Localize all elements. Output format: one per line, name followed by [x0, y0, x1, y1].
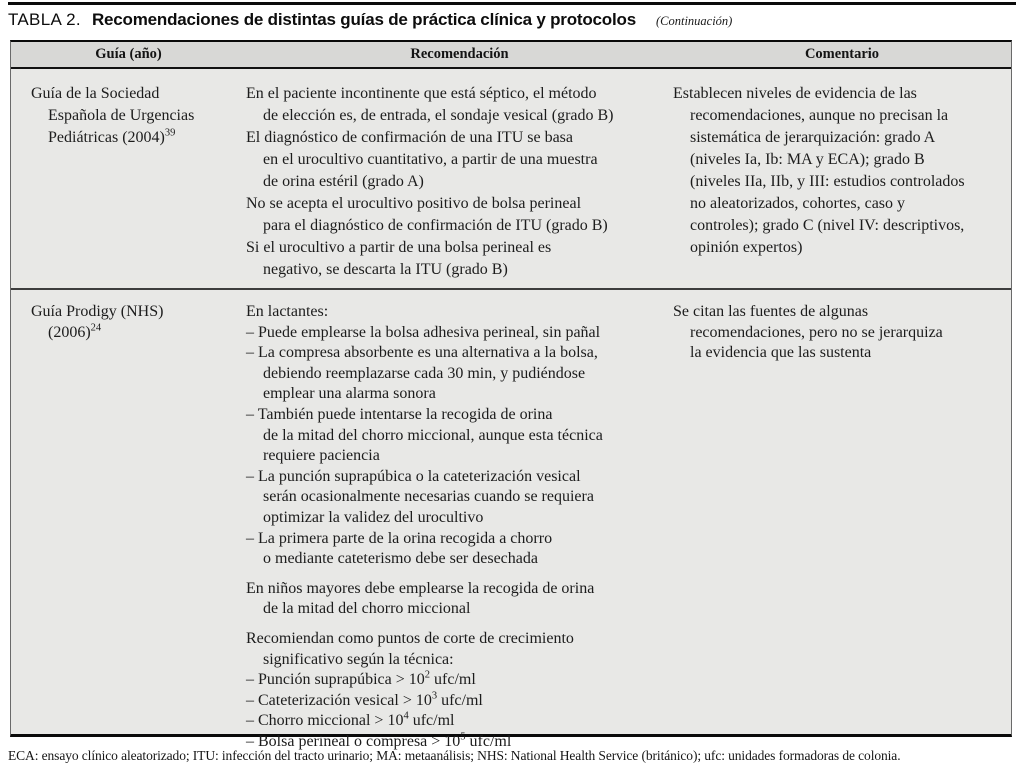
- table-cell-recommendation: [246, 83, 673, 288]
- superscript-reference: 4: [403, 710, 409, 722]
- text-line: significativo según la técnica:: [263, 650, 454, 668]
- text-line: no aleatorizados, cohortes, caso y: [690, 195, 906, 212]
- text-line: debiendo reemplazarse cada 30 min, y pudiéndose: [263, 364, 586, 382]
- table-cell-guide: [11, 83, 246, 288]
- text-line: – También puede intentarse la recogida de orina: [246, 405, 553, 423]
- table-cell-comment: [673, 302, 1011, 752]
- table-header-row: [11, 42, 1011, 69]
- text-line: negativo, se descarta la ITU (grado B): [263, 261, 508, 278]
- superscript-reference: 39: [164, 127, 176, 139]
- text-line: – Cateterización vesical > $10^3$ ufc/ml: [246, 690, 483, 709]
- text-line: opinión expertos): [690, 239, 803, 256]
- paragraph: [246, 629, 665, 753]
- table-cell-comment: [673, 83, 1011, 288]
- table-cell-recommendation: [246, 302, 673, 752]
- superscript-reference: 24: [90, 322, 102, 334]
- column-header-guia-ano: Guía (año): [95, 46, 162, 62]
- continuation-note: (Continuación): [655, 14, 733, 28]
- abbreviations-footnote: ECA: ensayo clínico aleatorizado; ITU: infección del tracto urinario; MA: metaanálisis; NHS: National Health Service (británico); ufc: unidades formadoras de colonia.: [8, 748, 901, 763]
- text-line: o mediante cateterismo debe ser desechada: [263, 550, 538, 568]
- table-cell-guide: [11, 302, 246, 752]
- text-line: En el paciente incontinente que está séptico, el método: [246, 85, 597, 102]
- superscript-reference: 5: [460, 731, 466, 743]
- text-line: – Puede emplearse la bolsa adhesiva perineal, sin pañal: [246, 323, 601, 341]
- text-line: controles); grado C (nivel IV: descriptivos,: [690, 217, 965, 234]
- paragraph: [673, 83, 1003, 259]
- paragraph: [31, 83, 240, 149]
- text-line: $(2006)^{24}$: [48, 322, 102, 341]
- text-line: Guía de la Sociedad: [31, 85, 160, 102]
- text-line: en el urocultivo cuantitativo, a partir de una muestra: [263, 151, 598, 168]
- text-line: No se acepta el urocultivo positivo de bolsa perineal: [246, 195, 582, 212]
- text-line: de la mitad del chorro miccional: [263, 600, 471, 618]
- table-row: [11, 69, 1011, 288]
- superscript-reference: 3: [431, 690, 438, 702]
- text-line: recomendaciones, aunque no precisan la: [690, 107, 949, 124]
- text-line: (niveles Ia, Ib: MA y ECA); grado B: [690, 151, 925, 168]
- table-title: [8, 10, 732, 30]
- text-line: (niveles IIa, IIb, y III: estudios controlados: [690, 173, 965, 190]
- text-line: – La primera parte de la orina recogida a chorro: [246, 529, 553, 547]
- text-line: serán ocasionalmente necesarias cuando se requiera: [263, 488, 594, 506]
- column-header-recomendacion: Recomendación: [410, 46, 509, 62]
- text-line: para el diagnóstico de confirmación de ITU (grado B): [263, 217, 608, 234]
- table-body: [11, 69, 1011, 752]
- table-title-text: Recomendaciones de distintas guías de práctica clínica y protocolos: [91, 10, 636, 29]
- text-line: la evidencia que las sustenta: [690, 344, 872, 362]
- top-divider-rule: [8, 2, 1016, 5]
- text-line: – Punción suprapúbica > $10^2$ ufc/ml: [246, 669, 476, 689]
- text-line: de la mitad del chorro miccional, aunque esta técnica: [263, 426, 603, 444]
- text-line: de elección es, de entrada, el sondaje vesical (grado B): [263, 107, 614, 124]
- text-line: Se citan las fuentes de algunas: [673, 303, 869, 320]
- text-line: – Bolsa perineal o compresa > $10^5$ ufc/ml: [246, 731, 512, 750]
- paragraph: [31, 302, 240, 343]
- column-header-comentario: Comentario: [804, 46, 880, 62]
- superscript-reference: 2: [424, 669, 431, 681]
- text-line: – La compresa absorbente es una alternativa a la bolsa,: [246, 344, 598, 362]
- text-line: Establecen niveles de evidencia de las: [673, 85, 917, 102]
- text-line: Si el urocultivo a partir de una bolsa perineal es: [246, 239, 552, 256]
- text-line: optimizar la validez del urocultivo: [263, 508, 484, 526]
- text-line: Pediátricas $(2004)^{39}$: [48, 127, 176, 146]
- text-line: emplear una alarma sonora: [263, 385, 436, 403]
- text-line: requiere paciencia: [263, 447, 380, 465]
- guidelines-table: [10, 40, 1012, 750]
- paragraph: [246, 83, 665, 281]
- text-line: En niños mayores debe emplearse la recogida de orina: [246, 579, 595, 597]
- text-line: de orina estéril (grado A): [263, 173, 424, 190]
- paragraph: [246, 302, 665, 570]
- table-row: [11, 288, 1011, 752]
- text-line: Española de Urgencias: [48, 107, 195, 124]
- text-line: – Chorro miccional > $10^4$ ufc/ml: [246, 710, 455, 730]
- table-number-label: TABLA 2.: [8, 10, 81, 29]
- text-line: sistemática de jerarquización: grado A: [690, 129, 936, 146]
- text-line: – La punción suprapúbica o la cateterización vesical: [246, 467, 581, 485]
- text-line: Guía Prodigy (NHS): [31, 303, 164, 320]
- paragraph: [246, 579, 665, 620]
- paragraph: [673, 302, 1003, 364]
- text-line: recomendaciones, pero no se jerarquiza: [690, 323, 943, 341]
- text-line: El diagnóstico de confirmación de una ITU se basa: [246, 129, 573, 146]
- text-line: En lactantes:: [246, 303, 329, 320]
- text-line: Recomiendan como puntos de corte de crecimiento: [246, 629, 574, 647]
